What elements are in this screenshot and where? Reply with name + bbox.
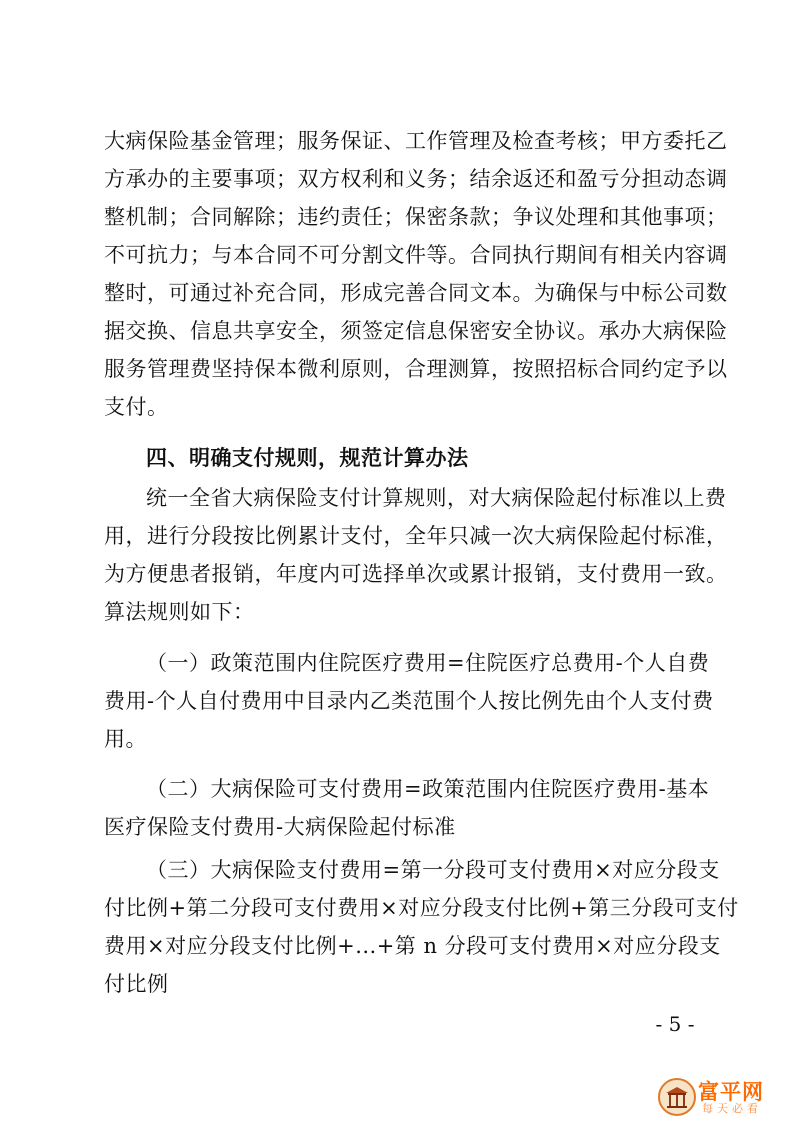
page-number: - 5 - bbox=[655, 1012, 695, 1036]
watermark-site-name: 富平网 bbox=[698, 1080, 764, 1104]
body-text-line: 不可抗力；与本合同不可分割文件等。合同执行期间有相关内容调 bbox=[104, 243, 728, 267]
formula-line: （一）政策范围内住院医疗费用=住院医疗总费用-个人自费 bbox=[146, 651, 710, 675]
formula-line: 费用-个人自付费用中目录内乙类范围个人按比例先由个人支付费 bbox=[104, 689, 714, 713]
formula-line: 医疗保险支付费用-大病保险起付标准 bbox=[104, 815, 456, 839]
body-text-line: 整时，可通过补充合同，形成完善合同文本。为确保与中标公司数 bbox=[104, 281, 728, 305]
body-text-line: 统一全省大病保险支付计算规则，对大病保险起付标准以上费 bbox=[146, 486, 727, 510]
formula-line: 付比例+第二分段可支付费用×对应分段支付比例+第三分段可支付 bbox=[104, 896, 739, 920]
body-text-line: 用，进行分段按比例累计支付，全年只减一次大病保险起付标准， bbox=[104, 524, 728, 548]
formula-line: （二）大病保险可支付费用=政策范围内住院医疗费用-基本 bbox=[146, 777, 710, 801]
body-text-line: 算法规则如下： bbox=[104, 600, 255, 624]
body-text-line: 方承办的主要事项；双方权利和义务；结余返还和盈亏分担动态调 bbox=[104, 167, 728, 191]
body-text-line: 大病保险基金管理；服务保证、工作管理及检查考核；甲方委托乙 bbox=[104, 129, 728, 153]
section-heading: 四、明确支付规则，规范计算办法 bbox=[146, 446, 469, 470]
body-text-line: 支付。 bbox=[104, 395, 169, 419]
formula-line: 用。 bbox=[104, 727, 147, 751]
body-text-line: 为方便患者报销，年度内可选择单次或累计报销，支付费用一致。 bbox=[104, 562, 728, 586]
body-text-line: 服务管理费坚持保本微利原则，合理测算，按照招标合同约定予以 bbox=[104, 357, 728, 381]
temple-logo-icon bbox=[658, 1078, 696, 1116]
formula-line: （三）大病保险支付费用=第一分段可支付费用×对应分段支 bbox=[146, 858, 720, 882]
formula-line: 付比例 bbox=[104, 972, 169, 996]
formula-line: 费用×对应分段支付比例+...+第 n 分段可支付费用×对应分段支 bbox=[104, 934, 721, 958]
site-watermark bbox=[658, 1078, 778, 1116]
body-text-line: 据交换、信息共享安全，须签定信息保密安全协议。承办大病保险 bbox=[104, 319, 728, 343]
body-text-line: 整机制；合同解除；违约责任；保密条款；争议处理和其他事项； bbox=[104, 205, 728, 229]
watermark-tagline: 每天必看 bbox=[702, 1102, 762, 1115]
